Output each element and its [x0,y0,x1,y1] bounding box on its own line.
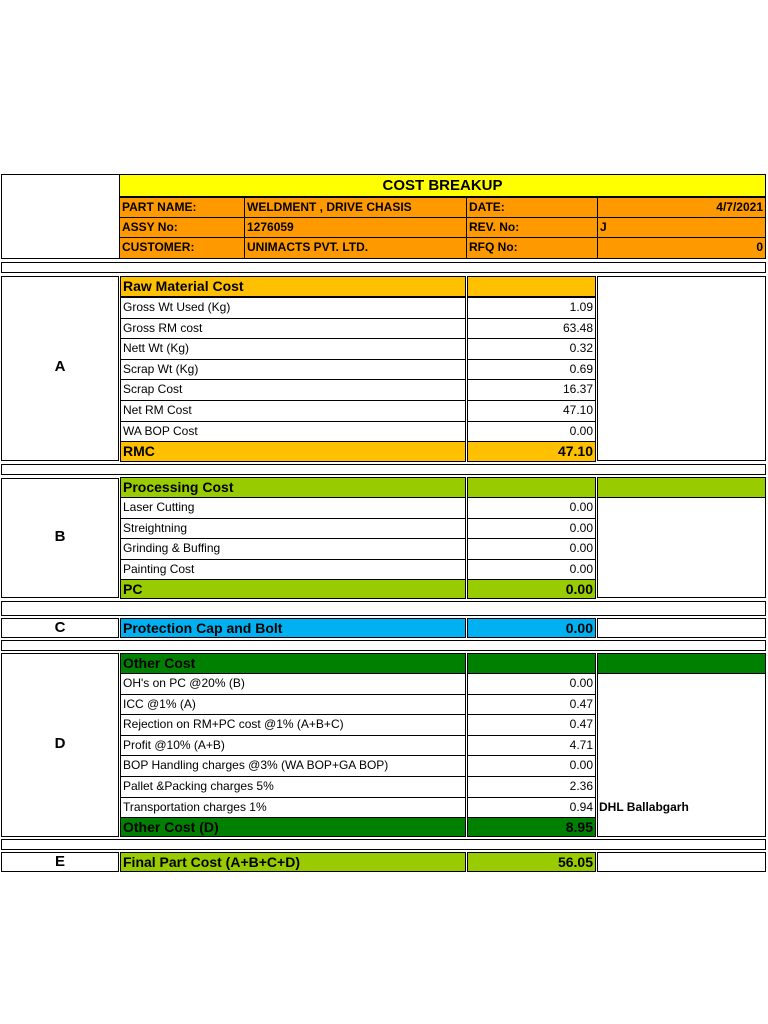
spacer-row [1,464,766,475]
cost-row-value: 63.48 [467,318,596,340]
part-name-value: WELDMENT , DRIVE CHASIS [244,197,467,218]
protection-cap-label: Protection Cap and Bolt [120,618,466,638]
section-e-note [597,852,766,872]
cost-row-value: 0.32 [467,338,596,360]
cost-row-value: 0.00 [467,673,596,695]
cost-row-label: Gross Wt Used (Kg) [120,297,466,319]
rmc-value: 47.10 [467,441,596,462]
cost-row-label: Scrap Wt (Kg) [120,359,466,381]
part-name-label: PART NAME: [119,197,245,218]
raw-material-heading-value [467,276,596,297]
raw-material-heading: Raw Material Cost [120,276,466,297]
spacer-row [1,262,766,273]
cost-row-value: 0.69 [467,359,596,381]
cost-row-label: Laser Cutting [120,497,466,519]
cost-row-value: 16.37 [467,379,596,401]
cost-row-label: ICC @1% (A) [120,694,466,716]
cost-row-label: Nett Wt (Kg) [120,338,466,360]
cost-row-value: 0.47 [467,694,596,716]
customer-value: UNIMACTS PVT. LTD. [244,237,467,259]
cost-row-value: 0.00 [467,559,596,581]
rfq-value: 0 [597,237,766,259]
cost-row-label: Rejection on RM+PC cost @1% (A+B+C) [120,714,466,736]
cost-row-label: Profit @10% (A+B) [120,735,466,757]
cost-row-label: Transportation charges 1% [120,797,466,819]
spacer-row [1,601,766,616]
cost-row-value: 0.94 [467,797,596,819]
final-part-cost-label: Final Part Cost (A+B+C+D) [120,852,466,872]
cost-row-label: Painting Cost [120,559,466,581]
other-cost-heading-note [597,653,766,674]
date-label: DATE: [466,197,598,218]
rev-value: J [597,217,766,238]
cost-row-value: 0.00 [467,538,596,560]
section-d-letter: D [54,735,66,752]
cost-row-label: Net RM Cost [120,400,466,422]
cost-row-value: 47.10 [467,400,596,422]
customer-label: CUSTOMER: [119,237,245,259]
rev-label: REV. No: [466,217,598,238]
pc-label: PC [120,579,466,599]
cost-row-value: 0.00 [467,518,596,540]
sheet-title: COST BREAKUP [119,174,766,197]
pc-value: 0.00 [467,579,596,599]
section-c-note [597,618,766,638]
cost-row-value: 1.09 [467,297,596,319]
header-left-blank [1,174,120,259]
processing-cost-heading: Processing Cost [120,477,466,498]
section-a-letter: A [54,358,66,375]
spacer-row [1,839,766,850]
cost-row-label: WA BOP Cost [120,421,466,443]
cost-row-value: 0.47 [467,714,596,736]
cost-row-label: BOP Handling charges @3% (WA BOP+GA BOP) [120,755,466,777]
cost-row-label: OH's on PC @20% (B) [120,673,466,695]
processing-heading-value [467,477,596,498]
processing-heading-note [597,477,766,498]
spacer-row [1,640,766,651]
section-a-notes [597,276,766,461]
cost-row-value: 2.36 [467,776,596,798]
date-value: 4/7/2021 [597,197,766,218]
cost-row-value: 0.00 [467,497,596,519]
rmc-label: RMC [120,441,466,462]
transport-note: DHL Ballabgarh [599,800,689,814]
final-part-cost-value: 56.05 [467,852,596,872]
rfq-label: RFQ No: [466,237,598,259]
cost-row-label: Grinding & Buffing [120,538,466,560]
other-cost-heading-value [467,653,596,674]
section-c-letter: C [1,618,119,638]
cost-row-value: 0.00 [467,421,596,443]
assy-label: ASSY No: [119,217,245,238]
cost-row-label: Scrap Cost [120,379,466,401]
protection-cap-value: 0.00 [467,618,596,638]
section-e-letter: E [1,852,119,872]
section-b-letter: B [54,528,66,545]
cost-row-label: Pallet &Packing charges 5% [120,776,466,798]
cost-row-label: Streightning [120,518,466,540]
assy-value: 1276059 [244,217,467,238]
cost-row-value: 4.71 [467,735,596,757]
other-cost-total-label: Other Cost (D) [120,817,466,837]
other-cost-total-value: 8.95 [467,817,596,837]
section-b-notes [597,497,766,598]
cost-row-label: Gross RM cost [120,318,466,340]
other-cost-heading: Other Cost [120,653,466,674]
cost-row-value: 0.00 [467,755,596,777]
